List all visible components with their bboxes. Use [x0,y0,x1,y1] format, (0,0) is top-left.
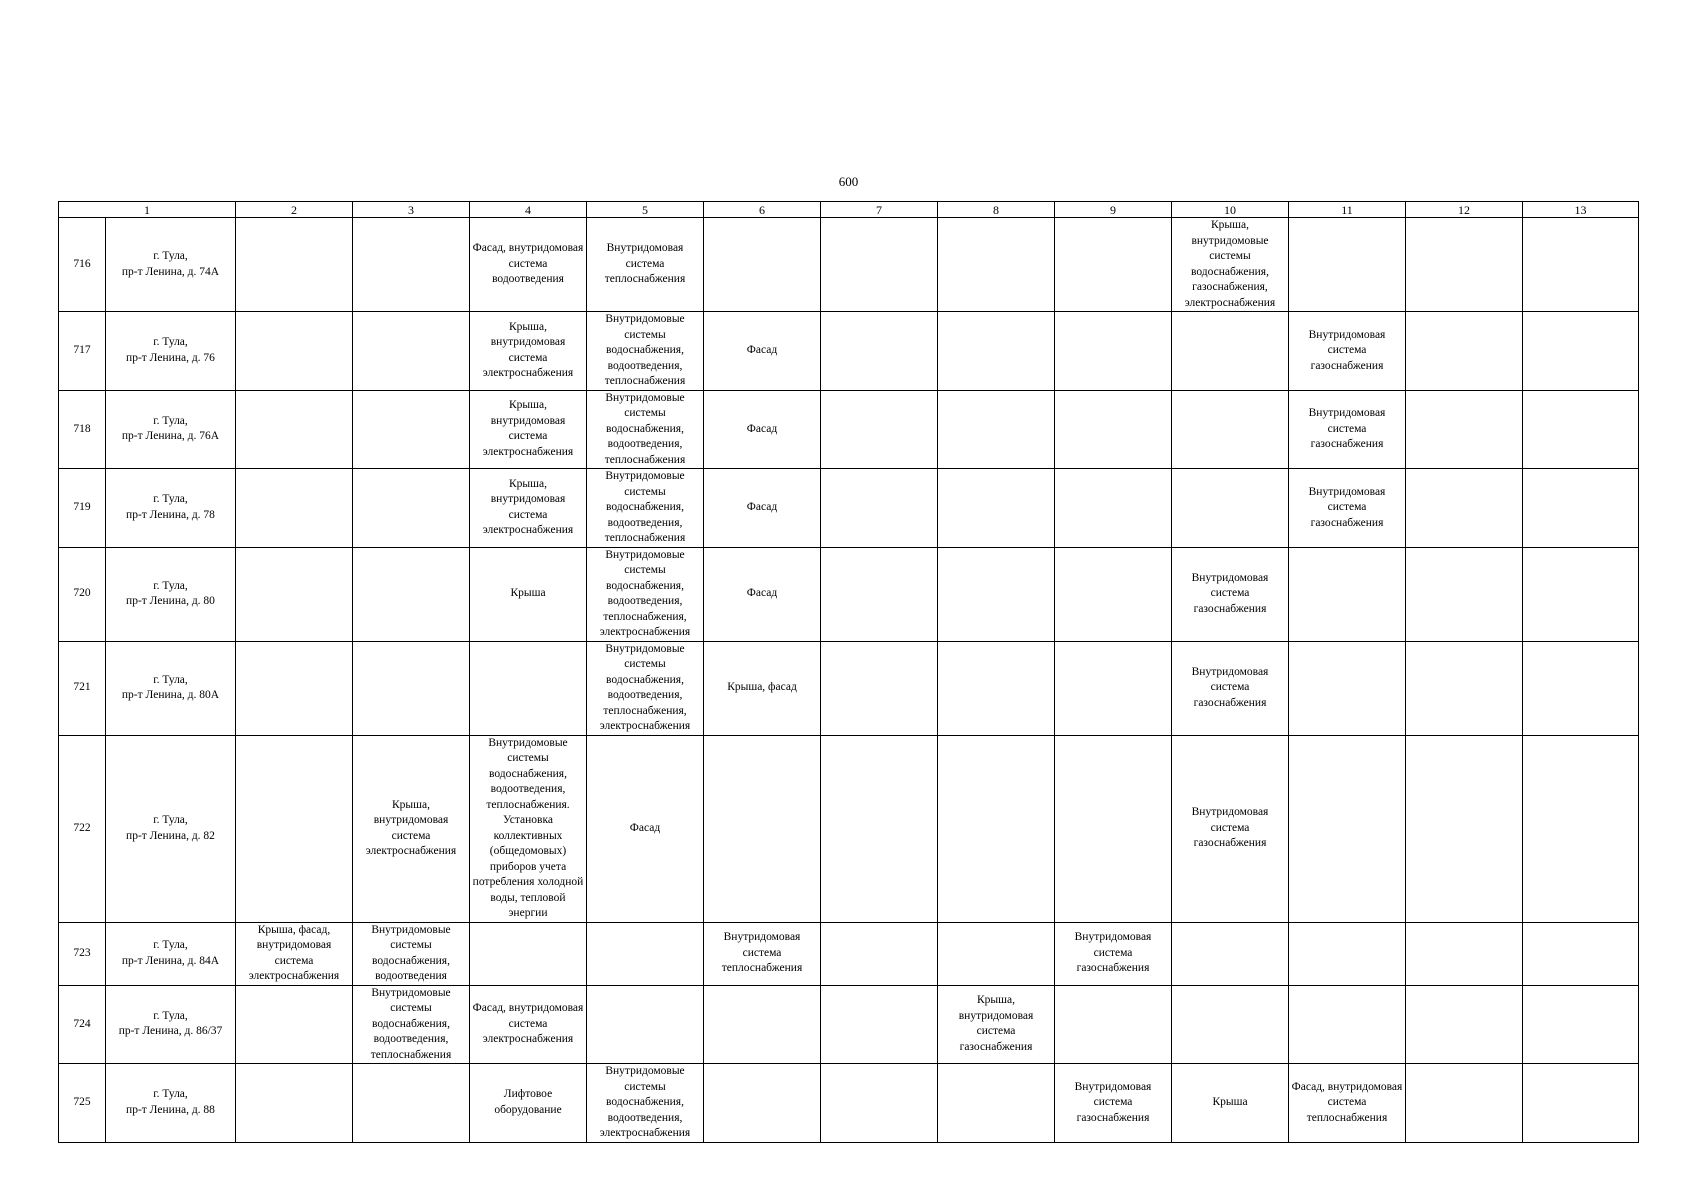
cell-col-12 [1406,390,1523,469]
header-col-5: 5 [587,202,704,218]
row-number: 716 [59,218,106,312]
cell-col-12 [1406,1064,1523,1143]
cell-col-2 [236,312,353,391]
cell-col-8: Крыша, внутридомовая система газоснабжения [938,985,1055,1064]
cell-col-13 [1523,469,1639,548]
table-row [59,641,1639,735]
cell-col-13 [1523,390,1639,469]
cell-col-11 [1289,547,1406,641]
cell-col-5 [587,985,704,1064]
header-col-9: 9 [1055,202,1172,218]
cell-col-6 [704,218,821,312]
address [106,1064,236,1143]
address-city: г. Тула, [153,673,188,686]
cell-col-11 [1289,985,1406,1064]
cell-col-8 [938,218,1055,312]
header-col-2: 2 [236,202,353,218]
header-col-10: 10 [1172,202,1289,218]
cell-col-10: Крыша, внутридомовые системы водоснабжения, газоснабжения, электроснабжения [1172,218,1289,312]
cell-col-2 [236,641,353,735]
header-col-8: 8 [938,202,1055,218]
address [106,547,236,641]
table-row [59,390,1639,469]
address [106,390,236,469]
cell-col-10 [1172,469,1289,548]
cell-col-5: Внутридомовые системы водоснабжения, водоотведения, теплоснабжения, электроснабжения [587,547,704,641]
cell-col-12 [1406,218,1523,312]
cell-col-3 [353,390,470,469]
cell-col-3 [353,218,470,312]
row-number: 723 [59,922,106,985]
cell-col-4: Фасад, внутридомовая система электроснабжения [470,985,587,1064]
table-row [59,922,1639,985]
address [106,641,236,735]
header-col-13: 13 [1523,202,1639,218]
cell-col-6: Крыша, фасад [704,641,821,735]
cell-col-11: Внутридомовая система газоснабжения [1289,469,1406,548]
cell-col-3 [353,1064,470,1143]
cell-col-13 [1523,922,1639,985]
cell-col-4: Фасад, внутридомовая система водоотведения [470,218,587,312]
address-street: пр-т Ленина, д. 86/37 [118,1025,223,1038]
row-number: 719 [59,469,106,548]
address-city: г. Тула, [153,939,188,951]
cell-col-12 [1406,547,1523,641]
row-number: 724 [59,985,106,1064]
cell-col-11: Фасад, внутридомовая система теплоснабжения [1289,1064,1406,1143]
table-row [59,547,1639,641]
cell-col-5: Внутридомовые системы водоснабжения, водоотведения, теплоснабжения [587,390,704,469]
cell-col-8 [938,641,1055,735]
cell-col-7 [821,312,938,391]
cell-col-4: Крыша [470,547,587,641]
cell-col-7 [821,390,938,469]
page-number: 600 [838,174,859,189]
cell-col-4: Крыша, внутридомовая система электроснабжения [470,390,587,469]
address-street: пр-т Ленина, д. 74А [121,265,220,278]
address [106,218,236,312]
header-row [59,202,1639,218]
address-street: пр-т Ленина, д. 76А [121,430,220,443]
row-number: 722 [59,735,106,922]
cell-col-13 [1523,641,1639,735]
cell-col-11 [1289,735,1406,922]
table-body [59,218,1639,1143]
cell-col-12 [1406,735,1523,922]
cell-col-10 [1172,390,1289,469]
cell-col-3: Внутридомовые системы водоснабжения, водоотведения [353,922,470,985]
cell-col-13 [1523,218,1639,312]
cell-col-3 [353,469,470,548]
address-city: г. Тула, [153,1088,188,1101]
header-col-3: 3 [353,202,470,218]
table-row [59,312,1639,391]
cell-col-6: Внутридомовая система теплоснабжения [704,922,821,985]
cell-col-7 [821,735,938,922]
cell-col-2 [236,547,353,641]
header-col-7: 7 [821,202,938,218]
cell-col-2 [236,390,353,469]
cell-col-13 [1523,985,1639,1064]
cell-col-7 [821,641,938,735]
cell-col-8 [938,735,1055,922]
row-number: 718 [59,390,106,469]
address-city: г. Тула, [153,414,188,427]
cell-col-9 [1055,735,1172,922]
cell-col-10 [1172,922,1289,985]
cell-col-4 [470,641,587,735]
row-number: 721 [59,641,106,735]
cell-col-13 [1523,312,1639,391]
row-number: 717 [59,312,106,391]
cell-col-4: Крыша, внутридомовая система электроснабжения [470,312,587,391]
cell-col-12 [1406,922,1523,985]
address-city: г. Тула, [153,250,188,262]
cell-col-12 [1406,985,1523,1064]
cell-col-11 [1289,641,1406,735]
cell-col-9 [1055,641,1172,735]
cell-col-7 [821,1064,938,1143]
cell-col-2 [236,735,353,922]
address [106,735,236,922]
address [106,922,236,985]
cell-col-9: Внутридомовая система газоснабжения [1055,922,1172,985]
address [106,312,236,391]
cell-col-5: Внутридомовая система теплоснабжения [587,218,704,312]
cell-col-13 [1523,547,1639,641]
cell-col-6: Фасад [704,469,821,548]
cell-col-13 [1523,1064,1639,1143]
table-row [59,218,1639,312]
address [106,985,236,1064]
address-street: пр-т Ленина, д. 88 [126,1103,215,1116]
cell-col-7 [821,547,938,641]
cell-col-11: Внутридомовая система газоснабжения [1289,390,1406,469]
cell-col-5: Внутридомовые системы водоснабжения, водоотведения, теплоснабжения, электроснабжения [587,641,704,735]
cell-col-7 [821,218,938,312]
cell-col-11 [1289,922,1406,985]
cell-col-7 [821,922,938,985]
cell-col-10 [1172,312,1289,391]
cell-col-6 [704,985,821,1064]
cell-col-6: Фасад [704,547,821,641]
cell-col-10: Внутридомовая система газоснабжения [1172,735,1289,922]
cell-col-10: Внутридомовая система газоснабжения [1172,641,1289,735]
table-row [59,985,1639,1064]
cell-col-2 [236,1064,353,1143]
cell-col-6 [704,735,821,922]
header-col-1: 1 [59,202,236,218]
cell-col-4 [470,922,587,985]
table-header [59,202,1639,218]
address-city: г. Тула, [153,579,188,592]
cell-col-11 [1289,218,1406,312]
cell-col-3: Внутридомовые системы водоснабжения, водоотведения, теплоснабжения [353,985,470,1064]
cell-col-4: Внутридомовые системы водоснабжения, водоотведения, теплоснабжения. Установка коллективных (общедомовых) приборов учета потребления холодной воды, тепловой энергии [470,735,587,922]
address-street: пр-т Ленина, д. 76 [126,351,215,364]
cell-col-8 [938,469,1055,548]
repair-schedule-table [58,201,1639,1143]
address [106,469,236,548]
cell-col-10: Крыша [1172,1064,1289,1143]
cell-col-8 [938,1064,1055,1143]
cell-col-9 [1055,547,1172,641]
header-col-6: 6 [704,202,821,218]
cell-col-12 [1406,312,1523,391]
cell-col-4: Лифтовое оборудование [470,1064,587,1143]
cell-col-9: Внутридомовая система газоснабжения [1055,1064,1172,1143]
address-city: г. Тула, [153,493,188,506]
cell-col-7 [821,985,938,1064]
cell-col-8 [938,390,1055,469]
table-row [59,469,1639,548]
cell-col-3 [353,312,470,391]
cell-col-10: Внутридомовая система газоснабжения [1172,547,1289,641]
address-city: г. Тула, [153,1009,188,1022]
cell-col-8 [938,922,1055,985]
cell-col-12 [1406,469,1523,548]
cell-col-2: Крыша, фасад, внутридомовая система электроснабжения [236,922,353,985]
cell-col-12 [1406,641,1523,735]
cell-col-5: Внутридомовые системы водоснабжения, водоотведения, электроснабжения [587,1064,704,1143]
address-street: пр-т Ленина, д. 80А [121,689,220,701]
cell-col-9 [1055,985,1172,1064]
cell-col-5: Внутридомовые системы водоснабжения, водоотведения, теплоснабжения [587,312,704,391]
cell-col-2 [236,985,353,1064]
header-col-4: 4 [470,202,587,218]
cell-col-5 [587,922,704,985]
cell-col-6 [704,1064,821,1143]
cell-col-9 [1055,312,1172,391]
address-city: г. Тула, [153,814,188,826]
cell-col-10 [1172,985,1289,1064]
row-number: 720 [59,547,106,641]
address-street: пр-т Ленина, д. 80 [126,595,215,607]
cell-col-5: Фасад [587,735,704,922]
cell-col-9 [1055,218,1172,312]
header-col-11: 11 [1289,202,1406,218]
cell-col-3: Крыша, внутридомовая система электроснабжения [353,735,470,922]
address-street: пр-т Ленина, д. 82 [126,829,215,842]
cell-col-3 [353,547,470,641]
cell-col-11: Внутридомовая система газоснабжения [1289,312,1406,391]
table-row [59,1064,1639,1143]
cell-col-9 [1055,390,1172,469]
cell-col-2 [236,469,353,548]
cell-col-4: Крыша, внутридомовая система электроснабжения [470,469,587,548]
address-street: пр-т Ленина, д. 84А [121,954,220,967]
row-number: 725 [59,1064,106,1143]
cell-col-13 [1523,735,1639,922]
address-street: пр-т Ленина, д. 78 [126,508,215,521]
cell-col-3 [353,641,470,735]
cell-col-8 [938,547,1055,641]
cell-col-9 [1055,469,1172,548]
cell-col-2 [236,218,353,312]
cell-col-6: Фасад [704,390,821,469]
header-col-12: 12 [1406,202,1523,218]
cell-col-6: Фасад [704,312,821,391]
table-row [59,735,1639,922]
cell-col-5: Внутридомовые системы водоснабжения, водоотведения, теплоснабжения [587,469,704,548]
cell-col-8 [938,312,1055,391]
cell-col-7 [821,469,938,548]
address-city: г. Тула, [153,336,188,349]
